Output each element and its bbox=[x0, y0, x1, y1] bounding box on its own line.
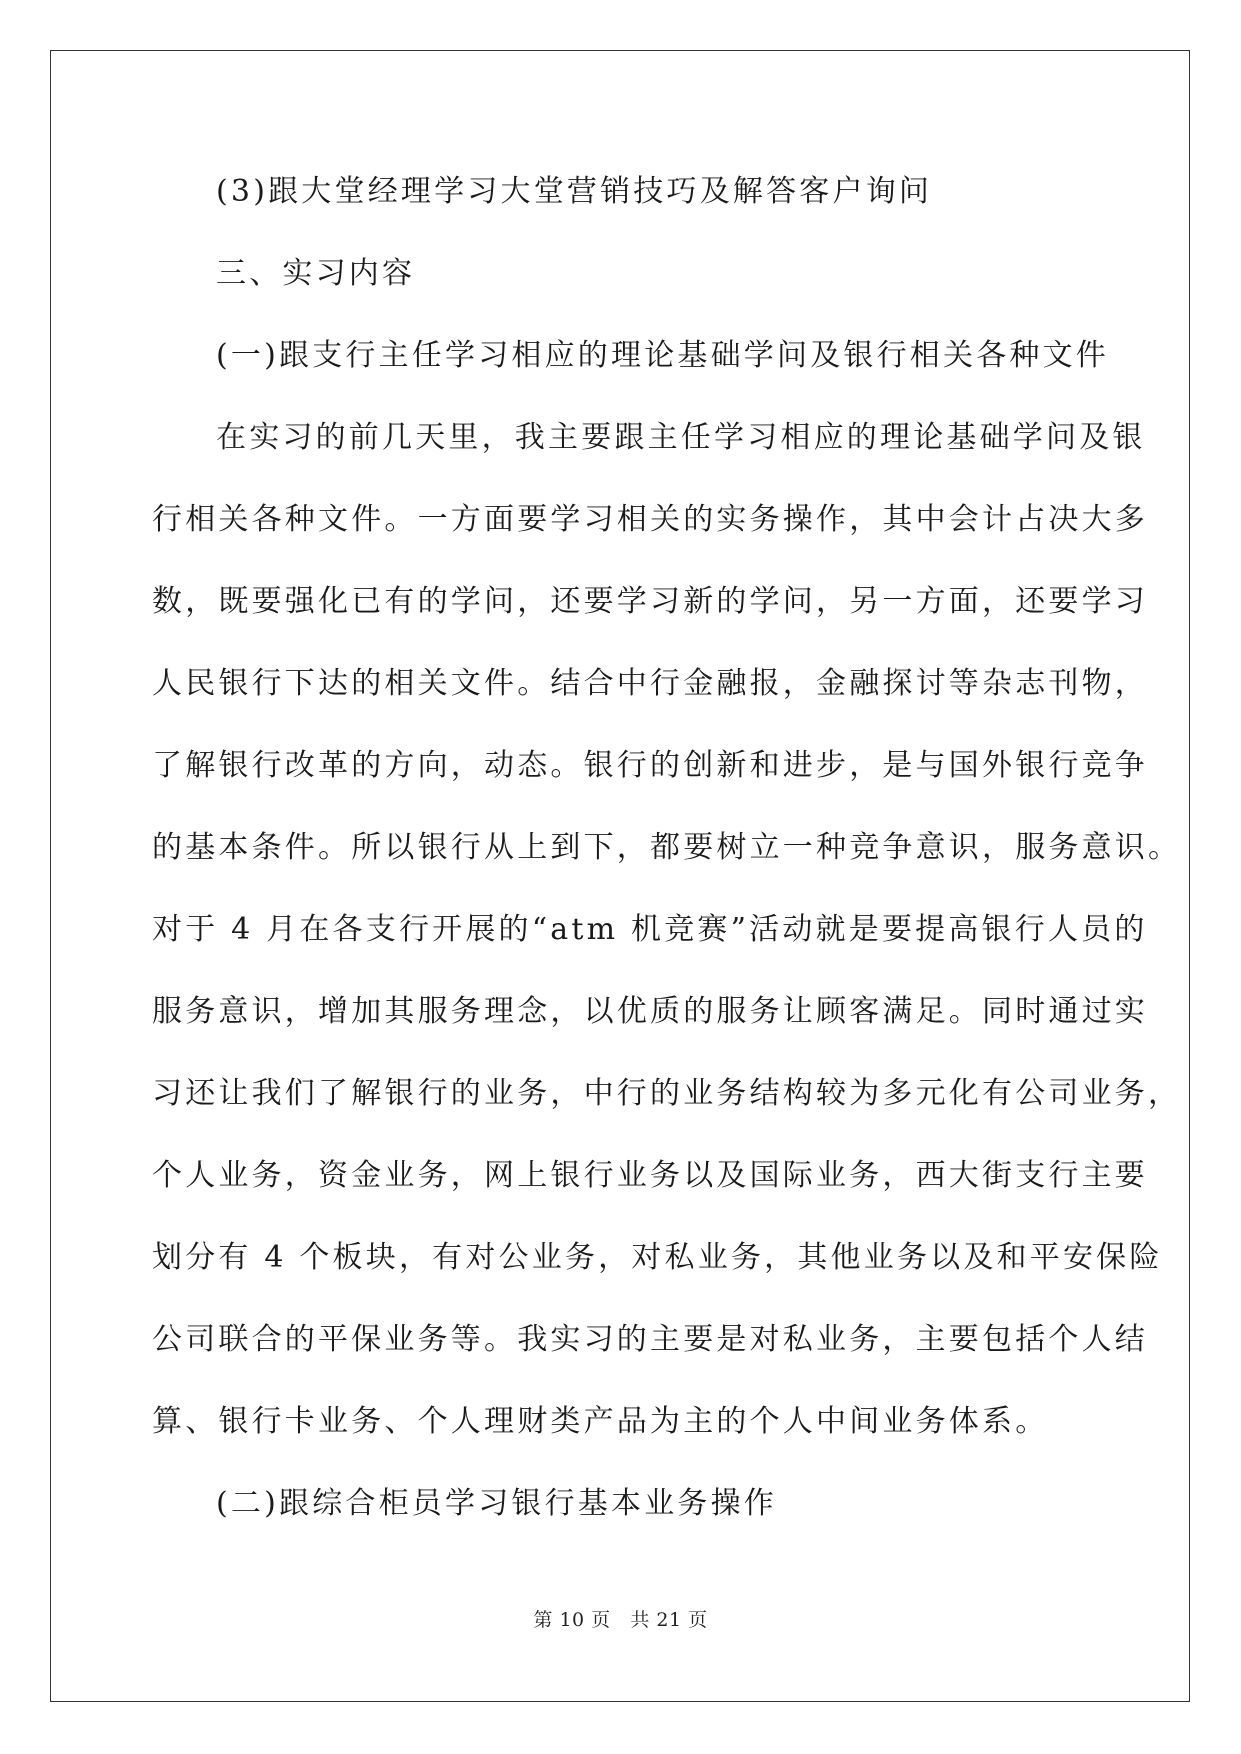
document-body bbox=[152, 163, 1182, 1557]
body-line: 划分有 4 个板块，有对公业务，对私业务，其他业务以及和平安保险 bbox=[152, 1240, 1163, 1275]
body-line: 了解银行改革的方向，动态。银行的创新和进步，是与国外银行竞争 bbox=[152, 748, 1148, 783]
body-line: 在实习的前几天里，我主要跟主任学习相应的理论基础学问及银 bbox=[216, 420, 1146, 455]
body-line: 行相关各种文件。一方面要学习相关的实务操作，其中会计占决大多 bbox=[152, 502, 1148, 537]
section-heading: 三、实习内容 bbox=[216, 256, 416, 291]
subsection-heading-2: (二)跟综合柜员学习银行基本业务操作 bbox=[216, 1486, 778, 1521]
page-number-current: 第 10 页 bbox=[533, 1609, 611, 1631]
subsection-heading-1: (一)跟支行主任学习相应的理论基础学问及银行相关各种文件 bbox=[216, 338, 1110, 373]
body-line: 数，既要强化已有的学问，还要学习新的学问，另一方面，还要学习 bbox=[152, 584, 1148, 619]
body-line: 公司联合的平保业务等。我实习的主要是对私业务，主要包括个人结 bbox=[152, 1322, 1148, 1357]
body-line: 服务意识，增加其服务理念，以优质的服务让顾客满足。同时通过实 bbox=[152, 994, 1148, 1029]
body-line: 人民银行下达的相关文件。结合中行金融报，金融探讨等杂志刊物， bbox=[152, 666, 1148, 701]
body-line: 的基本条件。所以银行从上到下，都要树立一种竞争意识，服务意识。 bbox=[152, 830, 1182, 865]
body-line: 个人业务，资金业务，网上银行业务以及国际业务，西大街支行主要 bbox=[152, 1158, 1148, 1193]
body-line: 习还让我们了解银行的业务，中行的业务结构较为多元化有公司业务， bbox=[152, 1076, 1182, 1111]
list-item-3: (3)跟大堂经理学习大堂营销技巧及解答客户询问 bbox=[216, 174, 933, 209]
body-line: 对于 4 月在各支行开展的“atm 机竞赛”活动就是要提高银行人员的 bbox=[152, 912, 1148, 947]
page-number-total: 共 21 页 bbox=[630, 1609, 708, 1631]
body-line: 算、银行卡业务、个人理财类产品为主的个人中间业务体系。 bbox=[152, 1404, 1049, 1439]
page-footer bbox=[0, 1605, 1241, 1632]
